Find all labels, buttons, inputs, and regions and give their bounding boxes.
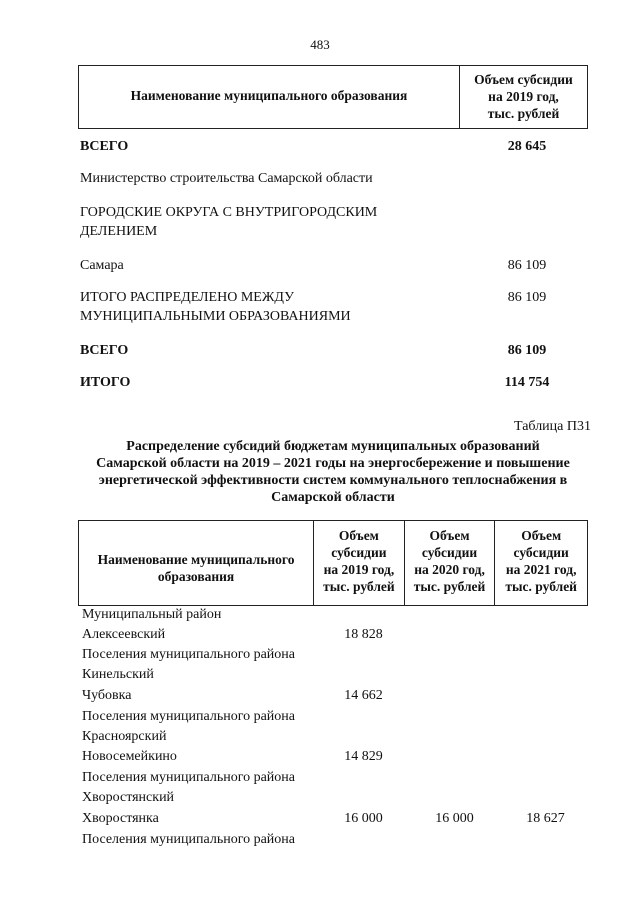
row-name: Алексеевский (82, 627, 166, 642)
table1-header-amount (460, 66, 587, 128)
table1-row-value: 114 754 (504, 375, 550, 390)
table2-caption: Таблица П31 (514, 419, 591, 434)
table1-row-value: 86 109 (507, 290, 547, 305)
row-name: Поселения муниципального района (82, 647, 296, 662)
table2-title-line: энергетической эффективности систем коммунального теплоснабжения в (98, 473, 568, 488)
table-row (82, 749, 588, 769)
table-row (82, 770, 588, 790)
row-name: Новосемейкино (82, 749, 177, 764)
table2-header-2019 (314, 521, 405, 605)
table-row (82, 627, 588, 647)
table2-header-name-line: образования (157, 569, 235, 584)
table2-header-line: субсидии (513, 545, 569, 560)
table-row (82, 688, 588, 708)
table1-row-label: ИТОГО (80, 375, 131, 390)
table1-header-name: Наименование муниципального образования (79, 66, 460, 128)
table1-row-label: ДЕЛЕНИЕМ (80, 224, 158, 239)
table2-header-line: субсидии (331, 545, 387, 560)
table-row (82, 667, 588, 687)
row-value-2019: 16 000 (344, 811, 383, 826)
row-value-2019: 18 828 (344, 627, 383, 642)
table2-header-line: субсидии (421, 545, 478, 560)
table2-title-line: Самарской области (271, 490, 395, 505)
table2-header-2021 (495, 521, 587, 605)
table-row (82, 647, 588, 667)
table2-header-line: тыс. рублей (505, 579, 577, 594)
table1-row-value: 86 109 (507, 343, 547, 358)
table2-title (70, 438, 596, 506)
table2-header-line: тыс. рублей (323, 579, 395, 594)
table2-header-line: на 2021 год, (505, 562, 577, 577)
table1-row-label: Министерство строительства Самарской области (80, 171, 373, 186)
table-row (82, 832, 588, 852)
row-name: Кинельский (82, 667, 154, 682)
page-number: 483 (310, 37, 330, 52)
table1-row-label: ГОРОДСКИЕ ОКРУГА С ВНУТРИГОРОДСКИМ (80, 205, 378, 220)
table2-header-line: тыс. рублей (413, 579, 486, 594)
table2-header-line: Объем (429, 528, 470, 543)
row-value-2019: 14 829 (344, 749, 383, 764)
row-name: Чубовка (82, 688, 132, 703)
table1-row-label: Самара (80, 258, 124, 273)
row-name: Поселения муниципального района (82, 709, 296, 724)
row-value-2020: 16 000 (435, 811, 474, 826)
table1-header-amount-line: на 2019 год, (488, 89, 559, 104)
table-row (82, 729, 588, 749)
table1-row-value: 28 645 (507, 139, 547, 154)
table2-header-2020 (405, 521, 496, 605)
row-name: Красноярский (82, 729, 167, 744)
row-name: Муниципальный район (82, 607, 222, 622)
table1-row-label: ВСЕГО (80, 343, 129, 358)
table2-title-line: Самарской области на 2019 – 2021 годы на энергосбережение и повышение (96, 456, 570, 471)
table1-header-amount-line: тыс. рублей (487, 106, 560, 121)
row-name: Хворостянка (82, 811, 159, 826)
table1-header (78, 65, 588, 129)
table1-row-label: ИТОГО РАСПРЕДЕЛЕНО МЕЖДУ (80, 290, 294, 305)
table2-header-name (79, 521, 314, 605)
table1-header-amount-line: Объем субсидии (474, 72, 573, 87)
row-value-2021: 18 627 (526, 811, 565, 826)
table1-row-label: ВСЕГО (80, 139, 129, 154)
row-name: Поселения муниципального района (82, 770, 296, 785)
table1-row-value: 86 109 (507, 258, 547, 273)
table-row (82, 607, 588, 627)
row-name: Хворостянский (82, 790, 175, 805)
table1-row-label: МУНИЦИПАЛЬНЫМИ ОБРАЗОВАНИЯМИ (80, 309, 351, 324)
row-name: Поселения муниципального района (82, 832, 296, 847)
table-row (82, 790, 588, 810)
table2-header-line: Объем (338, 528, 379, 543)
table2-header-name-line: Наименование муниципального (97, 552, 295, 567)
table-row (82, 811, 588, 831)
table-row (82, 709, 588, 729)
row-value-2019: 14 662 (344, 688, 383, 703)
table2-header-line: на 2019 год, (323, 562, 395, 577)
table2-header-line: Объем (521, 528, 562, 543)
table2-header-line: на 2020 год, (414, 562, 485, 577)
table2-header (78, 520, 588, 606)
table2-title-line: Распределение субсидий бюджетам муниципальных образований (126, 439, 540, 454)
